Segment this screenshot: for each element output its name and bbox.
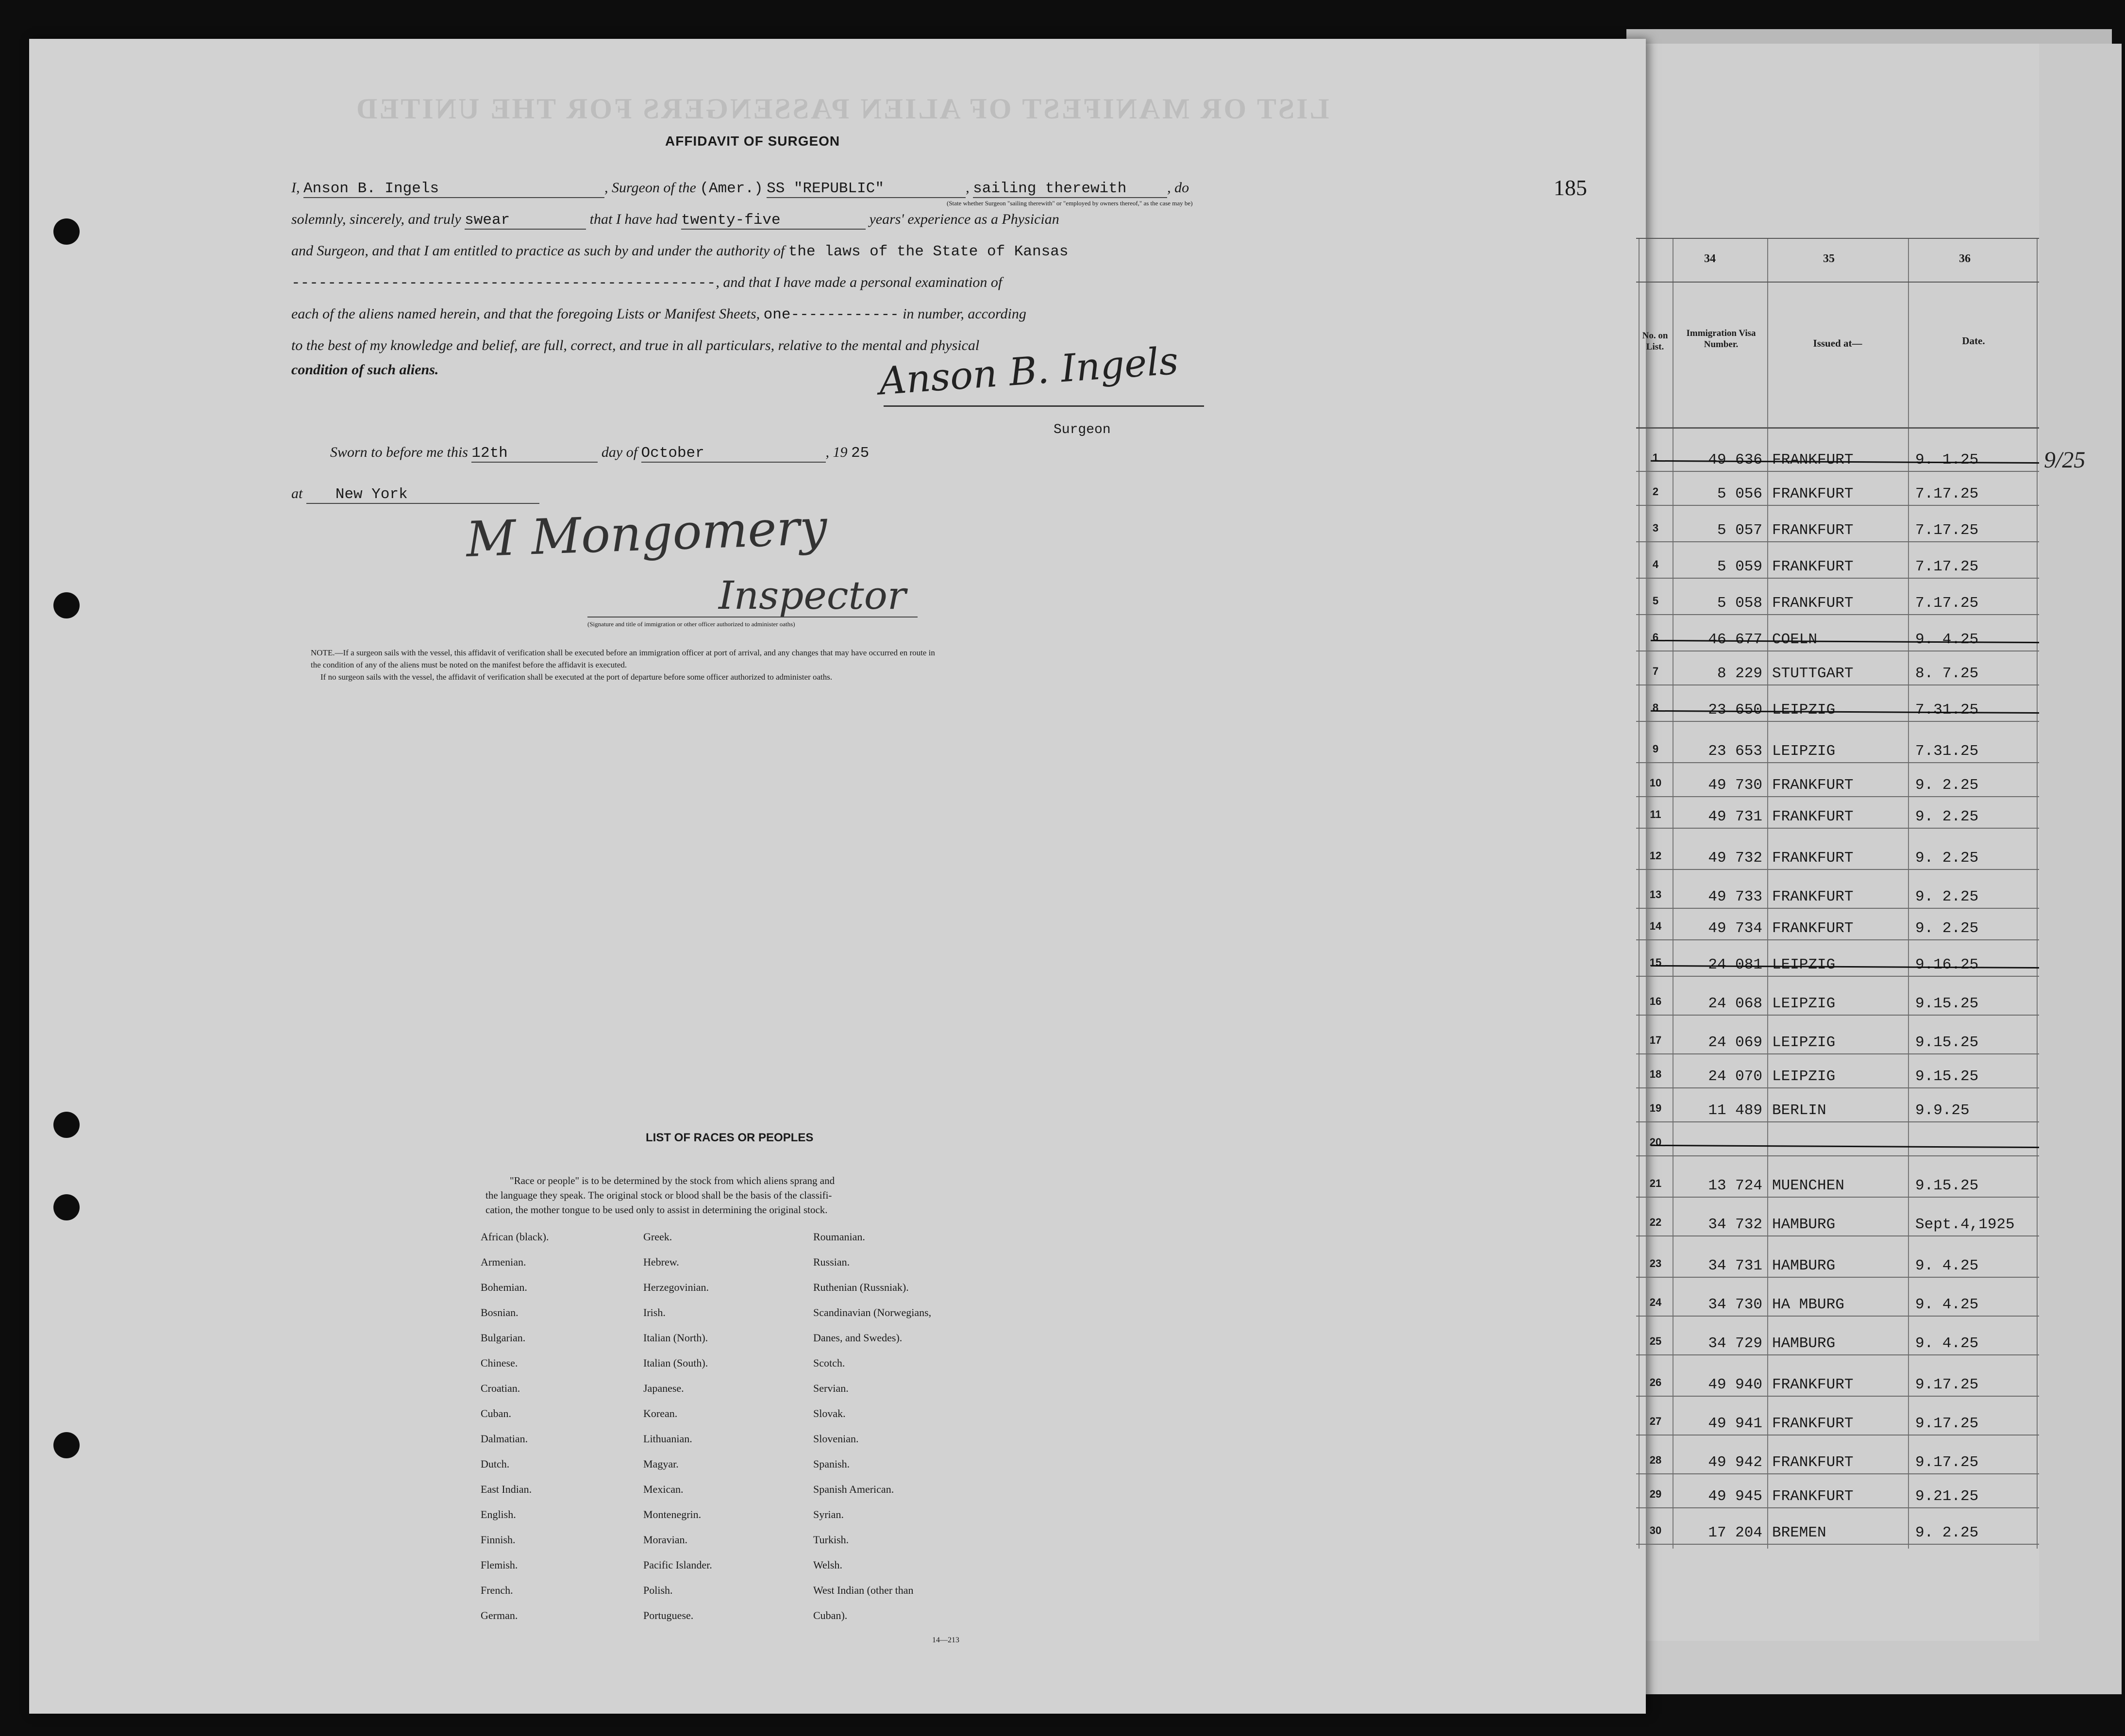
row-number: 17	[1649, 1034, 1662, 1046]
race-item: Slovenian.	[813, 1433, 859, 1445]
issued-at: FRANKFURT	[1772, 1415, 1854, 1432]
row-number: 28	[1649, 1454, 1662, 1466]
visa-date: 7.17.25	[1915, 558, 1979, 575]
affidavit-page	[29, 39, 1646, 1714]
row-rule	[1636, 1507, 2039, 1508]
sworn-year-field: 25	[851, 445, 870, 462]
row-rule	[1636, 762, 2039, 763]
race-item: Ruthenian (Russniak).	[813, 1281, 909, 1293]
row-rule	[1636, 1435, 2039, 1436]
sailing-note: (State whether Surgeon "sailing therewith" or "employed by owners thereof," as the case may be)	[947, 200, 1193, 207]
issued-at: LEIPZIG	[1772, 1068, 1836, 1085]
ship-name-field: SS "REPUBLIC"	[767, 180, 966, 198]
issued-at: FRANKFURT	[1772, 595, 1854, 612]
issued-at: HAMBURG	[1772, 1257, 1836, 1274]
column-divider	[1639, 238, 1640, 1549]
row-rule	[1636, 1396, 2039, 1397]
row-number: 9	[1652, 743, 1659, 755]
row-number: 3	[1652, 522, 1659, 534]
affidavit-text: , 19	[825, 444, 848, 460]
visa-date: 9.9.25	[1915, 1102, 1970, 1119]
row-rule	[1636, 1121, 2039, 1122]
affidavit-line-5	[291, 306, 1026, 323]
row-rule	[1636, 578, 2039, 579]
row-rule	[1636, 1473, 2039, 1474]
form-number: 14—213	[932, 1636, 959, 1644]
affidavit-text: at	[291, 485, 303, 501]
visa-number: 49 945	[1708, 1488, 1762, 1505]
race-item: Bohemian.	[481, 1281, 527, 1293]
row-rule	[1636, 869, 2039, 870]
row-number: 14	[1649, 920, 1662, 932]
row-number: 24	[1649, 1296, 1662, 1308]
affidavit-text: , Surgeon of the	[604, 180, 696, 196]
visa-date: 9.15.25	[1915, 1177, 1979, 1194]
visa-number: 5 058	[1717, 595, 1762, 612]
row-rule	[1636, 684, 2039, 685]
binder-hole	[53, 1112, 80, 1138]
row-rule	[1636, 939, 2039, 940]
issued-at: FRANKFURT	[1772, 1376, 1854, 1393]
issued-at: FRANKFURT	[1772, 1454, 1854, 1471]
issued-at: MUENCHEN	[1772, 1177, 1844, 1194]
visa-number: 49 731	[1708, 808, 1762, 825]
race-item: Servian.	[813, 1382, 849, 1394]
race-item: Hebrew.	[643, 1256, 679, 1268]
issued-at: LEIPZIG	[1772, 995, 1836, 1012]
visa-date: 8. 7.25	[1915, 665, 1979, 682]
visa-number: 24 081	[1708, 956, 1762, 973]
issued-at: FRANKFURT	[1772, 777, 1854, 794]
issued-at: FRANKFURT	[1772, 558, 1854, 575]
visa-date: 9. 4.25	[1915, 1257, 1979, 1274]
races-title: LIST OF RACES OR PEOPLES	[646, 1131, 814, 1144]
race-item: English.	[481, 1508, 516, 1520]
visa-number: 5 059	[1717, 558, 1762, 575]
affidavit-text: that I have had	[589, 211, 678, 227]
race-item: Turkish.	[813, 1534, 849, 1546]
header-date: Date.	[1962, 335, 1985, 347]
issued-at: LEIPZIG	[1772, 1034, 1836, 1051]
affidavit-text: each of the aliens named herein, and that the foregoing Lists or Manifest Sheets,	[291, 306, 760, 322]
visa-number: 8 229	[1717, 665, 1762, 682]
affidavit-text: solemnly, sincerely, and truly	[291, 211, 461, 227]
signature-line	[884, 405, 1204, 407]
row-number: 22	[1649, 1216, 1662, 1228]
visa-date: 9.17.25	[1915, 1376, 1979, 1393]
race-item: Dalmatian.	[481, 1433, 528, 1445]
race-item: Chinese.	[481, 1357, 518, 1369]
race-item: West Indian (other than	[813, 1584, 914, 1596]
header-issued-at: Issued at—	[1813, 337, 1862, 349]
issued-at: FRANKFURT	[1772, 808, 1854, 825]
row-rule	[1636, 1277, 2039, 1278]
race-item: French.	[481, 1584, 513, 1596]
affidavit-text: in number, according	[903, 306, 1026, 322]
race-item: Bulgarian.	[481, 1332, 526, 1344]
race-item: Flemish.	[481, 1559, 518, 1571]
visa-number: 49 940	[1708, 1376, 1762, 1393]
place-field: New York	[306, 486, 539, 504]
race-item: Pacific Islander.	[643, 1559, 712, 1571]
visa-number: 34 731	[1708, 1257, 1762, 1274]
race-item: Spanish.	[813, 1458, 850, 1470]
row-number: 4	[1652, 558, 1659, 570]
visa-date: 7.17.25	[1915, 522, 1979, 539]
race-item: Cuban.	[481, 1407, 511, 1419]
race-item: Welsh.	[813, 1559, 842, 1571]
visa-date: 9. 4.25	[1915, 631, 1979, 648]
row-number: 12	[1649, 850, 1662, 862]
race-item: Greek.	[643, 1231, 672, 1243]
table-top-rule	[1636, 238, 2039, 239]
race-item: Montenegrin.	[643, 1508, 702, 1520]
officer-caption: (Signature and title of immigration or other officer authorized to administer oaths)	[587, 620, 795, 628]
officer-title: Inspector	[719, 573, 906, 618]
visa-date: 9. 4.25	[1915, 1296, 1979, 1313]
races-column-1	[481, 1231, 549, 1635]
row-number: 19	[1649, 1102, 1662, 1114]
visa-date: 9.15.25	[1915, 1034, 1979, 1051]
affidavit-text: ,	[966, 180, 970, 196]
surgeon-signature: Anson B. Ingels	[877, 339, 1180, 404]
row-rule	[1636, 1235, 2039, 1236]
manifest-right-page	[1626, 44, 2039, 1641]
col-number-34: 34	[1704, 252, 1716, 265]
visa-number: 49 941	[1708, 1415, 1762, 1432]
visa-number: 24 069	[1708, 1034, 1762, 1051]
visa-number: 34 732	[1708, 1216, 1762, 1233]
header-no-on-list: No. on List.	[1642, 331, 1668, 352]
race-item: East Indian.	[481, 1483, 532, 1495]
row-number: 15	[1649, 956, 1662, 968]
visa-number: 11 489	[1708, 1102, 1762, 1119]
visa-number: 49 942	[1708, 1454, 1762, 1471]
row-rule	[1636, 796, 2039, 797]
race-item: African (black).	[481, 1231, 549, 1243]
races-intro-2: the language they speak. The original stock or blood shall be the basis of the classifi-	[485, 1189, 832, 1201]
row-number: 29	[1649, 1488, 1662, 1500]
row-rule	[1636, 1544, 2039, 1545]
row-rule	[1636, 1015, 2039, 1016]
issued-at: LEIPZIG	[1772, 701, 1836, 718]
races-intro-1: "Race or people" is to be determined by the stock from which aliens sprang and	[510, 1175, 835, 1186]
race-item: Croatian.	[481, 1382, 520, 1394]
binder-hole	[53, 218, 80, 245]
issued-at: FRANKFURT	[1772, 485, 1854, 502]
affidavit-line-2	[291, 211, 1059, 230]
affidavit-line-4	[291, 274, 1002, 292]
affidavit-text: Sworn to before me this	[330, 444, 468, 460]
row-rule	[1636, 1053, 2039, 1054]
issued-at: FRANKFURT	[1772, 850, 1854, 867]
issued-at: BREMEN	[1772, 1524, 1826, 1541]
race-item: Danes, and Swedes).	[813, 1332, 903, 1344]
place-line	[291, 485, 539, 504]
row-number: 20	[1649, 1136, 1662, 1148]
margin-mark: 9/25	[2044, 447, 2086, 473]
affidavit-text: day of	[601, 444, 638, 460]
affidavit-text: years' experience as a Physician	[869, 211, 1059, 227]
visa-number: 23 653	[1708, 743, 1762, 760]
row-rule	[1636, 614, 2039, 615]
issued-at: STUTTGART	[1772, 665, 1854, 682]
sworn-day-field: 12th	[471, 445, 598, 463]
row-number: 18	[1649, 1068, 1662, 1080]
column-divider	[1767, 238, 1768, 1549]
row-number: 26	[1649, 1376, 1662, 1388]
visa-number: 5 057	[1717, 522, 1762, 539]
row-rule	[1636, 1354, 2039, 1355]
row-number: 23	[1649, 1257, 1662, 1269]
race-item: German.	[481, 1609, 518, 1621]
issued-at: FRANKFURT	[1772, 920, 1854, 937]
visa-date: 9. 1.25	[1915, 451, 1979, 468]
race-item: Syrian.	[813, 1508, 844, 1520]
visa-date: 7.17.25	[1915, 595, 1979, 612]
visa-number: 49 733	[1708, 888, 1762, 905]
note-line-1: NOTE.—If a surgeon sails with the vessel, this affidavit of verification shall be executed before an immigration officer at port of arrival, and any changes that may have occurred en route in	[311, 648, 935, 657]
visa-number: 46 677	[1708, 631, 1762, 648]
visa-number: 49 732	[1708, 850, 1762, 867]
race-item: Bosnian.	[481, 1306, 519, 1319]
visa-date: 9. 2.25	[1915, 1524, 1979, 1541]
race-item: Scandinavian (Norwegians,	[813, 1306, 932, 1319]
col-number-36: 36	[1959, 252, 1971, 265]
row-rule	[1636, 908, 2039, 909]
race-item: Spanish American.	[813, 1483, 894, 1495]
visa-date: 9. 2.25	[1915, 777, 1979, 794]
race-item: Portuguese.	[643, 1609, 694, 1621]
oath-field: swear	[465, 212, 586, 230]
visa-date: 7.17.25	[1915, 485, 1979, 502]
visa-number: 34 729	[1708, 1335, 1762, 1352]
binder-hole	[53, 1432, 80, 1458]
row-number: 10	[1649, 777, 1662, 789]
column-divider	[2037, 238, 2038, 1549]
visa-date: 9. 2.25	[1915, 920, 1979, 937]
row-rule	[1636, 1197, 2039, 1198]
race-item: Magyar.	[643, 1458, 679, 1470]
issued-at: HA MBURG	[1772, 1296, 1844, 1313]
races-column-3	[813, 1231, 931, 1635]
row-number: 5	[1652, 595, 1659, 607]
surgeon-title: Surgeon	[1054, 422, 1111, 437]
races-column-2	[643, 1231, 712, 1635]
affidavit-text: and Surgeon, and that I am entitled to practice as such by and under the authority of	[291, 243, 785, 259]
visa-date: 9. 2.25	[1915, 850, 1979, 867]
race-item: Dutch.	[481, 1458, 510, 1470]
visa-number: 5 056	[1717, 485, 1762, 502]
affidavit-line-3	[291, 243, 1068, 260]
issued-at: FRANKFURT	[1772, 522, 1854, 539]
visa-number: 17 204	[1708, 1524, 1762, 1541]
issued-at: LEIPZIG	[1772, 956, 1836, 973]
table-body-rule	[1636, 427, 2039, 429]
visa-date: 9.16.25	[1915, 956, 1979, 973]
nationality-field: (Amer.)	[700, 180, 763, 197]
affidavit-text: , do	[1167, 180, 1189, 196]
authority-continuation: -----------------------------------------------	[291, 275, 716, 292]
visa-date: 9. 2.25	[1915, 808, 1979, 825]
row-number: 27	[1649, 1415, 1662, 1427]
table-header-rule	[1636, 282, 2039, 283]
authority-field: the laws of the State of Kansas	[788, 243, 1069, 260]
issued-at: FRANKFURT	[1772, 1488, 1854, 1505]
row-number: 25	[1649, 1335, 1662, 1347]
visa-date: 9. 2.25	[1915, 888, 1979, 905]
affidavit-line-7: condition of such aliens.	[291, 362, 439, 378]
row-rule	[1636, 828, 2039, 829]
row-number: 2	[1652, 485, 1659, 498]
race-item: Russian.	[813, 1256, 850, 1268]
col-number-35: 35	[1823, 252, 1835, 265]
visa-number: 23 650	[1708, 701, 1762, 718]
race-item: Korean.	[643, 1407, 678, 1419]
row-number: 13	[1649, 888, 1662, 901]
row-number: 16	[1649, 995, 1662, 1007]
row-rule	[1636, 505, 2039, 506]
issued-at: BERLIN	[1772, 1102, 1826, 1119]
bleed-through-title: LIST OR MANIFEST OF ALIEN PASSENGERS FOR THE UNITED	[354, 93, 1329, 125]
visa-number: 24 070	[1708, 1068, 1762, 1085]
race-item: Moravian.	[643, 1534, 688, 1546]
sheet-count-field: one------------	[763, 306, 899, 323]
issued-at: HAMBURG	[1772, 1335, 1836, 1352]
page-number: 185	[1554, 175, 1587, 200]
race-item: Scotch.	[813, 1357, 845, 1369]
visa-date: 7.31.25	[1915, 743, 1979, 760]
officer-signature: M Mongomery	[465, 499, 828, 568]
affidavit-line-1	[291, 180, 1189, 198]
binder-hole	[53, 1194, 80, 1220]
race-item: Roumanian.	[813, 1231, 865, 1243]
visa-date: 9.15.25	[1915, 1068, 1979, 1085]
row-rule	[1636, 1316, 2039, 1317]
race-item: Cuban).	[813, 1609, 848, 1621]
row-rule	[1636, 976, 2039, 977]
visa-date: 9. 4.25	[1915, 1335, 1979, 1352]
sworn-month-field: October	[641, 445, 826, 463]
race-item: Finnish.	[481, 1534, 516, 1546]
visa-number: 49 734	[1708, 920, 1762, 937]
row-number: 30	[1649, 1524, 1662, 1536]
row-number: 7	[1652, 665, 1659, 677]
row-number: 8	[1652, 701, 1659, 714]
header-visa-number: Immigration Visa Number.	[1686, 328, 1756, 350]
column-divider	[1908, 238, 1909, 1549]
row-number: 11	[1650, 808, 1661, 820]
visa-date: 9.15.25	[1915, 995, 1979, 1012]
row-rule	[1636, 721, 2039, 722]
race-item: Armenian.	[481, 1256, 526, 1268]
race-item: Lithuanian.	[643, 1433, 692, 1445]
race-item: Irish.	[643, 1306, 666, 1319]
affidavit-line-6: to the best of my knowledge and belief, are full, correct, and true in all particulars, relative to the mental and physical	[291, 337, 980, 353]
visa-number: 49 730	[1708, 777, 1762, 794]
officer-signature-line	[587, 617, 918, 618]
issued-at: HAMBURG	[1772, 1216, 1836, 1233]
row-rule	[1636, 541, 2039, 542]
visa-number: 49 636	[1708, 451, 1762, 468]
issued-at: FRANKFURT	[1772, 888, 1854, 905]
row-rule	[1636, 1155, 2039, 1156]
note-line-3: If no surgeon sails with the vessel, the affidavit of verification shall be executed at the port of departure before some officer authorized to administer oaths.	[320, 672, 833, 682]
binder-hole	[53, 592, 80, 618]
sailing-status-field: sailing therewith	[973, 180, 1167, 198]
race-item: Japanese.	[643, 1382, 684, 1394]
race-item: Italian (North).	[643, 1332, 708, 1344]
race-item: Mexican.	[643, 1483, 684, 1495]
note-line-2: the condition of any of the aliens must be noted on the manifest before the affidavit is executed.	[311, 660, 627, 669]
races-intro-3: cation, the mother tongue to be used only to assist in determining the original stock.	[485, 1204, 828, 1216]
visa-date: 7.31.25	[1915, 701, 1979, 718]
visa-date: 9.17.25	[1915, 1454, 1979, 1471]
race-item: Polish.	[643, 1584, 673, 1596]
row-number: 6	[1652, 631, 1659, 643]
row-number: 21	[1649, 1177, 1662, 1189]
race-item: Slovak.	[813, 1407, 846, 1419]
visa-number: 34 730	[1708, 1296, 1762, 1313]
issued-at: LEIPZIG	[1772, 743, 1836, 760]
issued-at: FRANKFURT	[1772, 451, 1854, 468]
row-rule	[1636, 1087, 2039, 1088]
visa-date: 9.21.25	[1915, 1488, 1979, 1505]
issued-at: COELN	[1772, 631, 1818, 648]
visa-number: 24 068	[1708, 995, 1762, 1012]
affidavit-title: AFFIDAVIT OF SURGEON	[665, 134, 840, 149]
sworn-line	[330, 444, 869, 463]
visa-date: 9.17.25	[1915, 1415, 1979, 1432]
affidavit-text: , and that I have made a personal examination of	[716, 274, 1003, 290]
years-field: twenty-five	[681, 212, 866, 230]
row-rule	[1636, 471, 2039, 472]
surgeon-name-field: Anson B. Ingels	[303, 180, 604, 198]
visa-number: 13 724	[1708, 1177, 1762, 1194]
race-item: Italian (South).	[643, 1357, 708, 1369]
race-item: Herzegovinian.	[643, 1281, 709, 1293]
row-number: 1	[1652, 451, 1659, 464]
affidavit-text: I,	[291, 180, 300, 196]
visa-date: Sept.4,1925	[1915, 1216, 2015, 1233]
